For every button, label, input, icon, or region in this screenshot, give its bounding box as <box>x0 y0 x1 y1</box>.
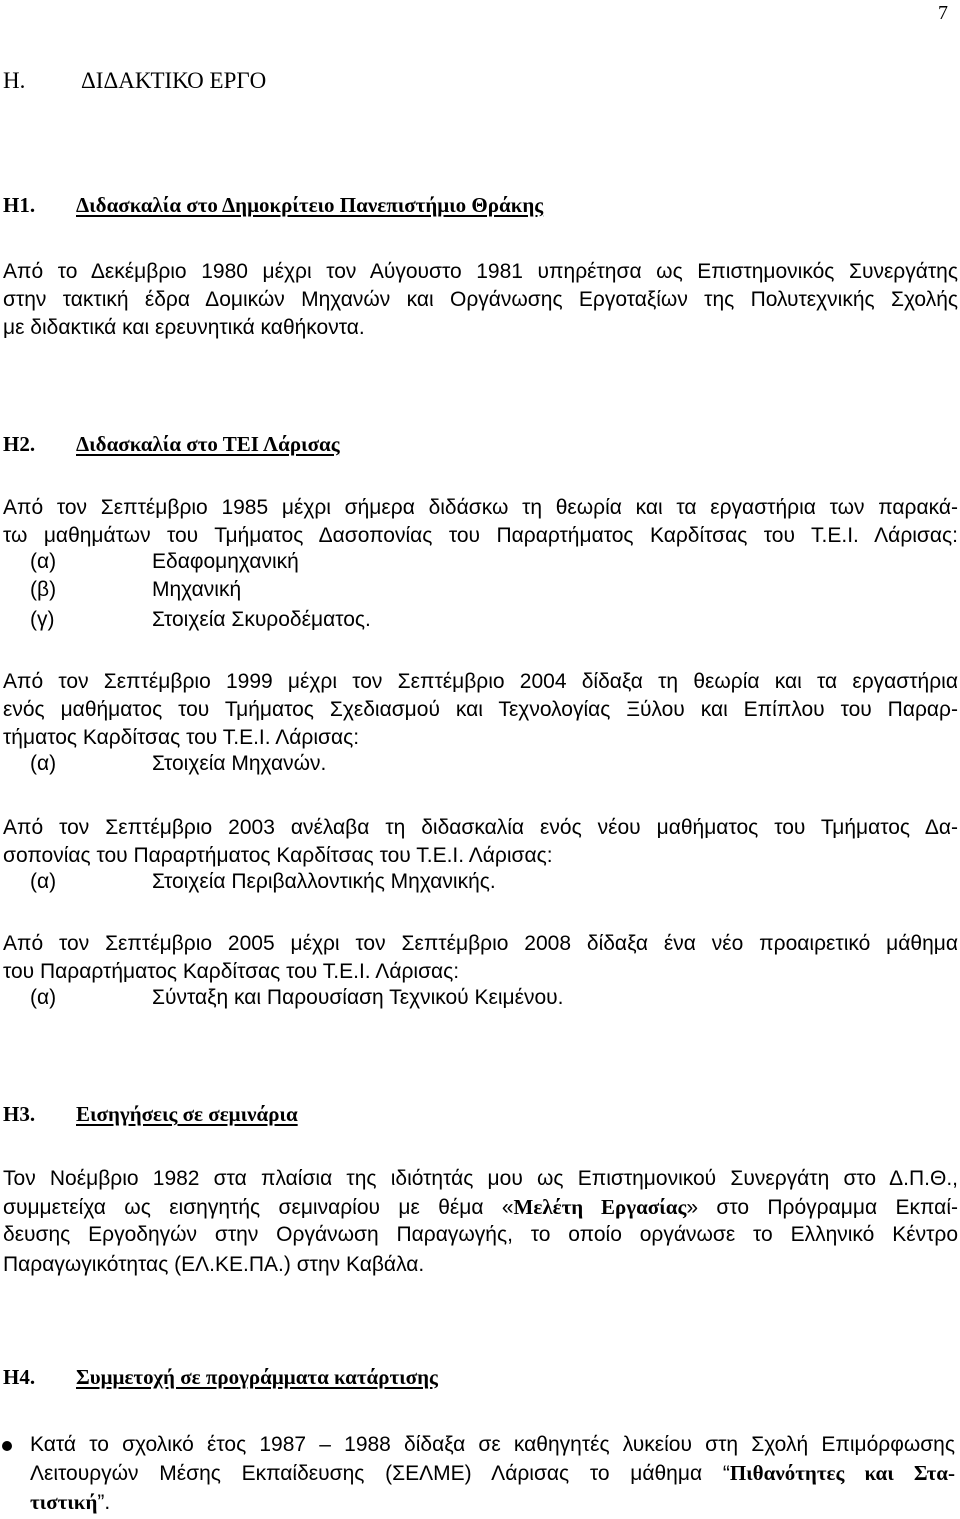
list-item <box>30 870 830 898</box>
list-text: Μηχανική <box>152 578 242 601</box>
list-item <box>30 608 830 636</box>
bullet-fragment: ”. <box>97 1491 111 1514</box>
paragraph-fragment: συμμετείχα ως εισηγητής σεμιναρίου με θέμα « <box>3 1196 514 1219</box>
paragraph-line <box>3 1193 958 1222</box>
section-number: Η1. <box>3 193 36 217</box>
section-number: Η4. <box>3 1365 36 1389</box>
paragraph-line: Από τον Σεπτέμβριο 2003 ανέλαβα τη διδασκαλία ενός νέου μαθήματος του Τμήματος Δα- <box>3 816 958 839</box>
bullet-text-line: Κατά το σχολικό έτος 1987 – 1988 δίδαξα σε καθηγητές λυκείου στη Σχολή Επιμόρφωσης <box>30 1433 955 1456</box>
paragraph-line: τήματος Καρδίτσας του Τ.Ε.Ι. Λάρισας: <box>3 726 360 749</box>
paragraph-line: τω μαθημάτων του Τμήματος Δασοπονίας του Παραρτήματος Καρδίτσας του Τ.Ε.Ι. Λάρισας: <box>3 524 958 547</box>
list-text: Σύνταξη και Παρουσίαση Τεχνικού Κειμένου. <box>152 986 564 1009</box>
chapter-title: ΔΙΔΑΚΤΙΚΟ ΕΡΓΟ <box>81 68 267 93</box>
bullet-text-line <box>30 1459 955 1488</box>
section-h2-heading <box>3 432 903 457</box>
paragraph-line: Από τον Σεπτέμβριο 1985 μέχρι σήμερα διδάσκω τη θεωρία και τα εργαστήρια των παρακά- <box>3 496 958 519</box>
list-item <box>30 578 830 606</box>
paragraph-line: σοπονίας του Παραρτήματος Καρδίτσας του Τ.Ε.Ι. Λάρισας: <box>3 844 553 867</box>
section-title: Εισηγήσεις σε σεμινάρια <box>76 1102 298 1126</box>
list-marker: (β) <box>30 578 57 601</box>
paragraph-line: με διδακτικά και ερευνητικά καθήκοντα. <box>3 316 365 339</box>
paragraph-fragment: » στο Πρόγραμμα Εκπαί- <box>686 1196 958 1219</box>
seminar-topic: Μελέτη Εργασίας <box>513 1195 687 1219</box>
list-text: Στοιχεία Μηχανών. <box>152 752 327 775</box>
bullet-fragment: Λειτουργών Μέσης Εκπαίδευσης (ΣΕΛΜΕ) Λάρισας το μάθημα “ <box>30 1462 730 1485</box>
chapter-label: Η. <box>3 68 26 93</box>
list-marker: (α) <box>30 986 57 1009</box>
section-title: Διδασκαλία στο Δημοκρίτειο Πανεπιστήμιο Θράκης <box>76 193 544 217</box>
paragraph-line: δευσης Εργοδηγών στην Οργάνωση Παραγωγής, το οποίο οργάνωσε το Ελληνικό Κέντρο <box>3 1223 958 1246</box>
page-number: 7 <box>938 2 948 24</box>
paragraph-line: Από το Δεκέμβριο 1980 μέχρι τον Αύγουστο 1981 υπηρέτησα ως Επιστημονικός Συνεργάτης <box>3 260 958 283</box>
paragraph-line: Από τον Σεπτέμβριο 2005 μέχρι τον Σεπτέμβριο 2008 δίδαξα ένα νέο προαιρετικό μάθημα <box>3 932 958 955</box>
section-h4-heading <box>3 1365 903 1390</box>
section-h3-heading <box>3 1102 903 1127</box>
paragraph-line: στην τακτική έδρα Δομικών Μηχανών και Οργάνωσης Εργοταξίων της Πολυτεχνικής Σχολής <box>3 288 958 311</box>
course-title: τιστική <box>30 1490 98 1514</box>
list-text: Στοιχεία Περιβαλλοντικής Μηχανικής. <box>152 870 496 893</box>
section-number: Η2. <box>3 432 36 456</box>
list-text: Στοιχεία Σκυροδέματος. <box>152 608 371 631</box>
list-marker: (α) <box>30 752 57 775</box>
list-marker: (α) <box>30 550 57 573</box>
chapter-heading <box>3 68 267 94</box>
list-item <box>30 550 830 578</box>
section-number: Η3. <box>3 1102 36 1126</box>
paragraph-line: Από τον Σεπτέμβριο 1999 μέχρι τον Σεπτέμβριο 2004 δίδαξα τη θεωρία και τα εργαστήρια <box>3 670 958 693</box>
section-title: Διδασκαλία στο ΤΕΙ Λάρισας <box>76 432 340 456</box>
bullet-icon <box>2 1441 12 1451</box>
list-marker: (α) <box>30 870 57 893</box>
list-item <box>30 752 830 780</box>
list-marker: (γ) <box>30 608 55 631</box>
course-title: Πιθανότητες και Στα- <box>729 1461 955 1485</box>
bullet-text-line <box>30 1488 110 1517</box>
paragraph-line: του Παραρτήματος Καρδίτσας του Τ.Ε.Ι. Λάρισας: <box>3 960 460 983</box>
paragraph-line: ενός μαθήματος του Τμήματος Σχεδιασμού και Τεχνολογίας Ξύλου και Επίπλου του Παραρ- <box>3 698 958 721</box>
paragraph-line: Τον Νοέμβριο 1982 στα πλαίσια της ιδιότητάς μου ως Επιστημονικού Συνεργάτη στο Δ.Π.Θ., <box>3 1167 958 1190</box>
list-item <box>30 986 830 1014</box>
paragraph-line: Παραγωγικότητας (ΕΛ.ΚΕ.ΠΑ.) στην Καβάλα. <box>3 1253 425 1276</box>
section-title: Συμμετοχή σε προγράμματα κατάρτισης <box>76 1365 438 1389</box>
list-text: Εδαφομηχανική <box>152 550 299 573</box>
section-h1-heading <box>3 193 903 218</box>
